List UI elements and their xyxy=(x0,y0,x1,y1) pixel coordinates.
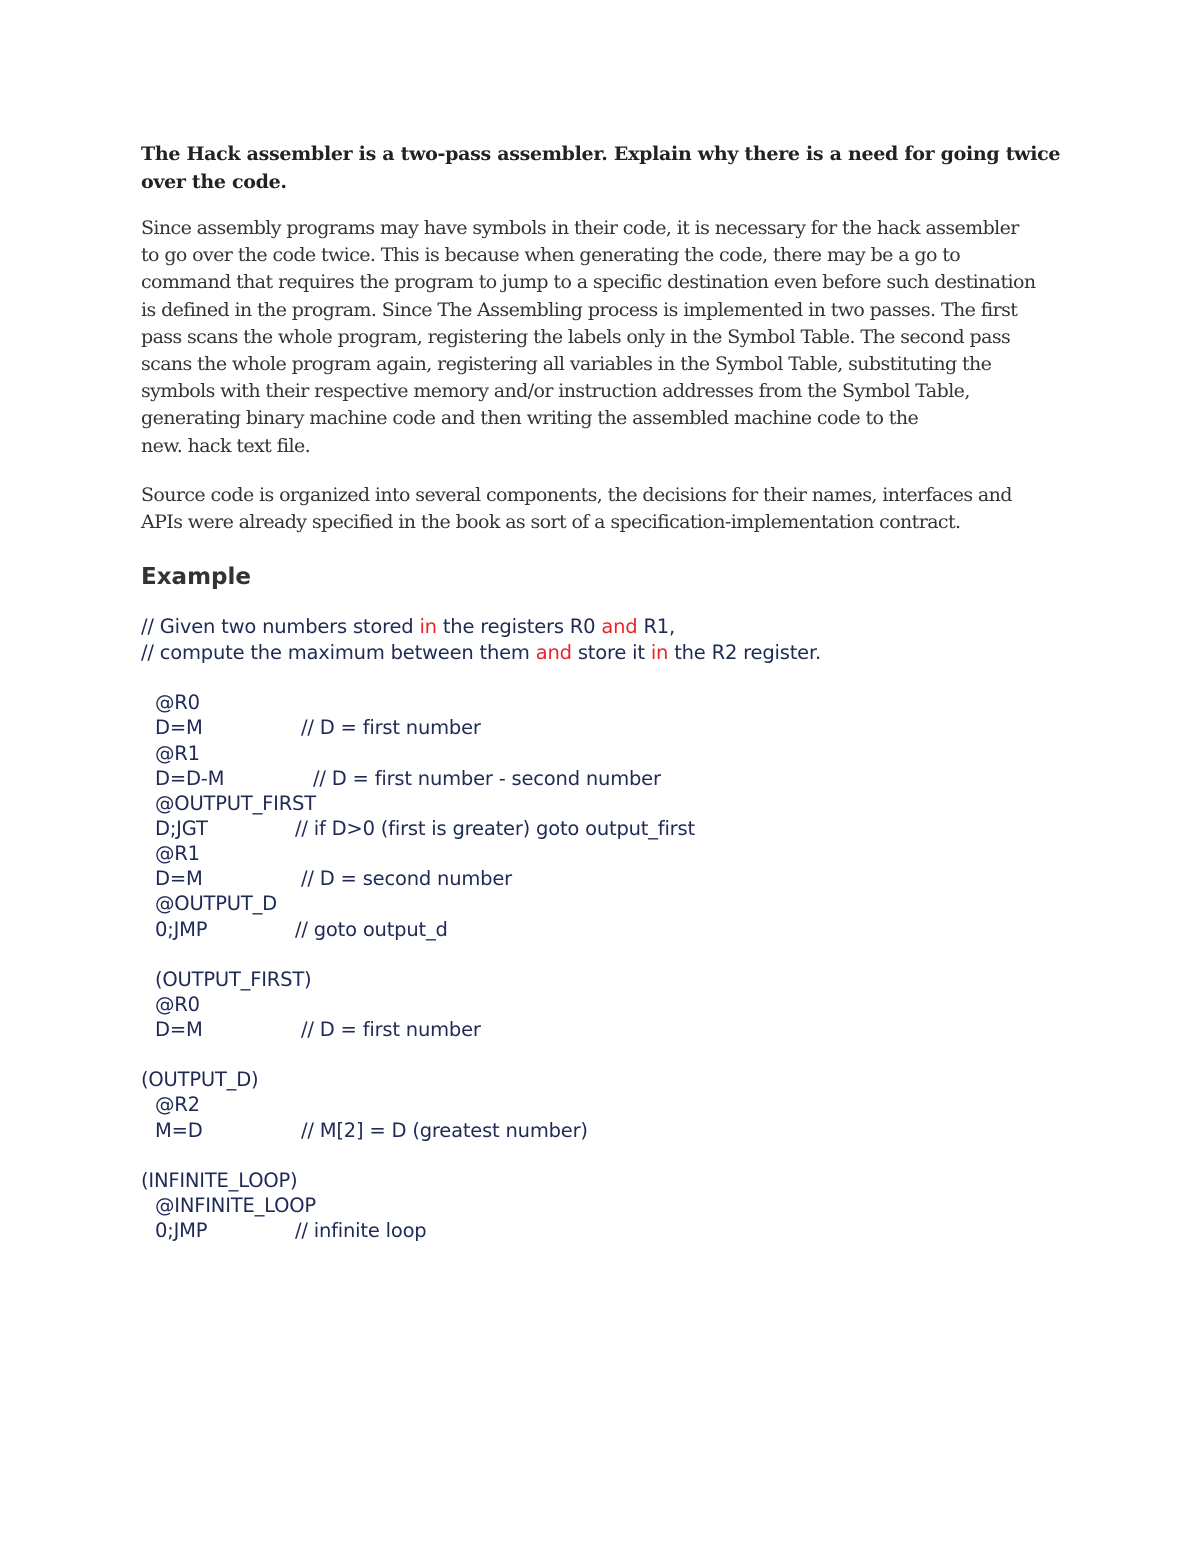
code-label: (OUTPUT_D) xyxy=(141,1068,259,1092)
code-comment: // if D>0 (first is greater) goto output_first xyxy=(295,816,695,840)
comment-text: // compute the maximum between them xyxy=(141,641,536,665)
code-instruction: @OUTPUT_FIRST xyxy=(155,791,316,815)
code-line xyxy=(141,715,1066,740)
code-line xyxy=(141,1193,1066,1218)
code-line xyxy=(141,992,1066,1017)
code-comment: // infinite loop xyxy=(295,1219,427,1243)
code-instruction: @R1 xyxy=(155,741,200,765)
assembly-code-block xyxy=(141,690,1066,1243)
code-instruction: @INFINITE_LOOP xyxy=(155,1194,316,1218)
code-instruction: 0;JMP xyxy=(155,1219,208,1243)
keyword-and: and xyxy=(601,615,638,639)
document-page xyxy=(141,140,1066,1243)
code-instruction: M=D xyxy=(155,1118,203,1142)
code-line xyxy=(141,1092,1066,1117)
code-instruction: D=M xyxy=(155,867,203,891)
code-instruction: @R0 xyxy=(155,992,200,1016)
code-blank-line xyxy=(141,1143,1066,1168)
answer-paragraph-2 xyxy=(141,482,1066,536)
code-line xyxy=(141,917,1066,942)
code-comment: // D = first number xyxy=(301,716,481,740)
code-comment: // D = first number - second number xyxy=(313,766,661,790)
code-label: (OUTPUT_FIRST) xyxy=(155,967,312,991)
keyword-in: in xyxy=(650,641,669,665)
code-comment: // M[2] = D (greatest number) xyxy=(301,1118,588,1142)
comment-text: the registers R0 xyxy=(436,615,602,639)
code-line xyxy=(141,891,1066,916)
code-line xyxy=(141,1218,1066,1243)
paragraph-line: new. hack text file. xyxy=(141,434,311,457)
example-heading: Example xyxy=(141,564,251,591)
paragraph-line: symbols with their respective memory and/or instruction addresses from the Symbol Table, xyxy=(141,380,970,403)
paragraph-line: pass scans the whole program, registering the labels only in the Symbol Table. The second pass xyxy=(141,325,1011,348)
code-line xyxy=(141,816,1066,841)
code-comment: // D = second number xyxy=(301,867,512,891)
paragraph-line: scans the whole program again, registering all variables in the Symbol Table, substituting the xyxy=(141,353,992,376)
code-instruction: @R0 xyxy=(155,691,200,715)
code-line xyxy=(141,766,1066,791)
code-instruction: @OUTPUT_D xyxy=(155,892,277,916)
question-heading: The Hack assembler is a two-pass assembler. Explain why there is a need for going twice over the code. xyxy=(141,143,1061,193)
code-instruction: @R2 xyxy=(155,1093,200,1117)
code-line xyxy=(141,741,1066,766)
paragraph-line: to go over the code twice. This is because when generating the code, there may be a go to xyxy=(141,244,961,267)
code-line xyxy=(141,1168,1066,1193)
code-line xyxy=(141,967,1066,992)
paragraph-line: is defined in the program. Since The Assembling process is implemented in two passes. The first xyxy=(141,298,1018,321)
code-line xyxy=(141,1017,1066,1042)
code-comment: // D = first number xyxy=(301,1018,481,1042)
code-line xyxy=(141,866,1066,891)
paragraph-line: Source code is organized into several components, the decisions for their names, interfaces and xyxy=(141,483,1012,506)
code-line xyxy=(141,1118,1066,1143)
code-line xyxy=(141,791,1066,816)
code-instruction: D=M xyxy=(155,1018,203,1042)
paragraph-line: command that requires the program to jump to a specific destination even before such destination xyxy=(141,271,1036,294)
paragraph-line: generating binary machine code and then writing the assembled machine code to the xyxy=(141,407,919,430)
comment-line-1 xyxy=(141,614,1066,640)
comment-text: // Given two numbers stored xyxy=(141,615,420,639)
paragraph-line: APIs were already specified in the book as sort of a specification-implementation contract. xyxy=(141,511,961,534)
code-line xyxy=(141,1067,1066,1092)
code-comment: // goto output_d xyxy=(295,917,448,941)
code-label: (INFINITE_LOOP) xyxy=(141,1168,298,1192)
keyword-in: in xyxy=(419,615,437,639)
code-blank-line xyxy=(141,942,1066,967)
code-line xyxy=(141,841,1066,866)
code-instruction: D=M xyxy=(155,716,203,740)
code-instruction: 0;JMP xyxy=(155,917,208,941)
paragraph-line: Since assembly programs may have symbols in their code, it is necessary for the hack assembler xyxy=(141,217,1019,239)
comment-text: store it xyxy=(571,641,651,665)
code-blank-line xyxy=(141,1042,1066,1067)
comment-line-2 xyxy=(141,640,1066,666)
comment-text: R1, xyxy=(637,615,676,639)
code-instruction: D=D-M xyxy=(155,766,225,790)
code-line xyxy=(141,690,1066,715)
answer-paragraph-1 xyxy=(141,215,1066,460)
keyword-and: and xyxy=(535,641,572,665)
comment-text: the R2 register. xyxy=(668,641,821,665)
example-comment-block xyxy=(141,614,1066,666)
code-instruction: @R1 xyxy=(155,842,200,866)
code-instruction: D;JGT xyxy=(155,816,208,840)
